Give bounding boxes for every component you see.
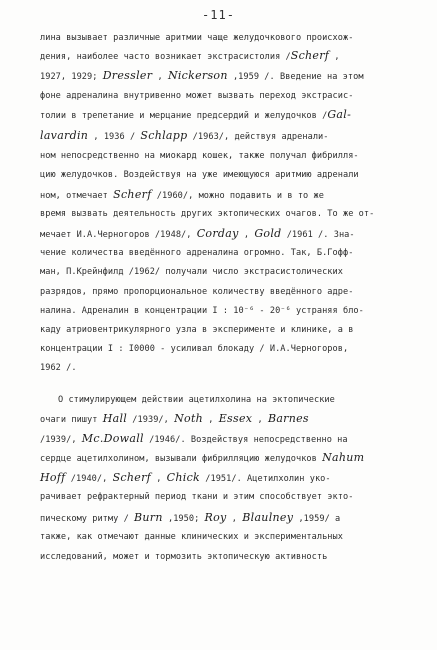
text-line	[40, 362, 77, 374]
typed-text: цию желудочков. Воздействуя на уже имеющуюся аритмию адренали	[40, 170, 359, 180]
typed-text: О стимулирующем действии ацетилхолина на эктопические	[58, 395, 335, 405]
typed-text: разрядов, прямо пропорциональное количеству введённого адре-	[40, 287, 354, 297]
handwritten-name: Noth	[174, 412, 204, 425]
typed-text: /1960/, можно подавить и в то же	[151, 191, 324, 201]
text-line	[58, 394, 335, 406]
text-line	[40, 228, 355, 241]
handwritten-name: Scherf	[290, 49, 330, 62]
text-line	[40, 551, 327, 563]
typed-text: ном непосредственно на миокард кошек, также получал фибрилля-	[40, 151, 359, 161]
handwritten-name: Mc.Dowall	[81, 432, 144, 445]
text-line	[40, 150, 359, 162]
typed-text: ,	[238, 230, 255, 240]
handwritten-name: Gal-	[327, 108, 352, 121]
typed-text: /1963/, действуя адренали-	[187, 132, 329, 142]
typed-text: /1939/,	[40, 435, 82, 445]
handwritten-name: Hall	[102, 412, 128, 425]
text-line	[40, 324, 353, 336]
handwritten-name: Roy	[204, 511, 227, 524]
handwritten-name: Schlapp	[140, 129, 188, 142]
typed-text: 1927, 1929;	[40, 72, 103, 82]
typed-text: налина. Адреналин в концентрации I : 10⁻⁶ - 20⁻⁶ устраняя бло-	[40, 306, 364, 316]
typed-text: /1939/,	[127, 415, 175, 425]
handwritten-name: Chick	[166, 471, 201, 484]
handwritten-name: Barnes	[267, 412, 309, 425]
text-line	[40, 32, 353, 44]
typed-text: /1940/,	[65, 474, 113, 484]
typed-text: толии в трепетание и мерцание предсердий и желудочков /	[40, 111, 328, 121]
typed-text: ,	[329, 52, 340, 62]
text-line	[40, 531, 343, 543]
typed-text: ,1959/ а	[293, 514, 341, 524]
text-line	[40, 286, 353, 298]
typed-text: ,1950;	[162, 514, 205, 524]
text-line	[40, 130, 329, 143]
typed-text: /1951/. Ацетилхолин уко-	[200, 474, 331, 484]
handwritten-name: Burn	[134, 511, 163, 524]
text-line	[40, 433, 348, 446]
handwritten-name: Hoff	[40, 471, 66, 484]
typed-text: мечает И.А.Черногоров /1948/,	[40, 230, 197, 240]
handwritten-name: Nickerson	[167, 69, 228, 82]
typed-text: исследований, может и тормозить эктопическую активность	[40, 552, 328, 562]
text-line	[40, 305, 364, 317]
typed-text: чение количества введённого адреналина огромно. Так, Б.Гофф-	[40, 248, 354, 258]
handwritten-name: Scherf	[112, 471, 151, 484]
typed-text: 1962 /.	[40, 363, 77, 373]
typed-text: ,	[252, 415, 268, 425]
text-line	[40, 189, 324, 202]
text-line	[40, 491, 353, 503]
page-number: -11-	[202, 8, 235, 22]
typed-text: ном, отмечает	[40, 191, 114, 201]
text-line	[40, 50, 340, 63]
text-line	[40, 266, 343, 278]
typed-text: пическому ритму /	[40, 514, 135, 524]
typed-text: /1946/. Воздействуя непосредственно на	[143, 435, 348, 445]
text-line	[40, 343, 348, 355]
typed-text: время вызвать деятельность других эктопических очагов. То же от-	[40, 209, 375, 219]
typed-text: ,	[152, 72, 168, 82]
typed-text: дения, наиболее часто возникает экстрасистолия /	[40, 52, 291, 62]
typed-text: ,	[151, 474, 167, 484]
typed-text: лина вызывает различные аритмии чаще желудочкового происхож-	[40, 33, 354, 43]
typed-text: /1961 /. Зна-	[281, 230, 355, 240]
text-line	[40, 169, 359, 181]
handwritten-name: Dressler	[102, 69, 153, 82]
typed-text: сердце ацетилхолином, вызывали фибрилляцию желудочков	[40, 454, 323, 464]
typed-text: фоне адреналина внутривенно может вызвать переход экстрасис-	[40, 91, 354, 101]
typed-text: также, как отмечают данные клинических и экспериментальных	[40, 532, 343, 542]
typed-text: ,	[226, 514, 243, 524]
handwritten-name: Corday	[196, 227, 239, 240]
handwritten-name: Scherf	[113, 188, 152, 201]
text-line	[40, 90, 353, 102]
text-line	[40, 472, 331, 485]
typed-text: ,1959 /. Введение на этом	[227, 72, 364, 82]
text-line	[40, 70, 364, 83]
text-line	[40, 452, 364, 465]
typed-text: ман, П.Крейнфилд /1962/ получали число экстрасистолических	[40, 267, 343, 277]
handwritten-name: lavardin	[40, 129, 89, 142]
text-line	[40, 208, 374, 220]
typed-text: , 1936 /	[88, 132, 141, 142]
typed-text: концентрации I : I0000 - усиливал блокаду / И.А.Черногоров,	[40, 344, 349, 354]
text-line	[40, 512, 340, 525]
handwritten-name: Nahum	[322, 451, 365, 464]
typed-text: ,	[203, 415, 219, 425]
text-line	[40, 413, 309, 426]
typed-text: рачивает рефрактерный период ткани и этим способствует экто-	[40, 492, 354, 502]
text-line	[40, 109, 351, 122]
handwritten-name: Blaulney	[242, 511, 294, 524]
typed-text: каду атриовентрикулярного узла в эксперименте и клинике, а в	[40, 325, 354, 335]
handwritten-name: Essex	[218, 412, 253, 425]
typed-text: очаги пишут	[40, 415, 103, 425]
handwritten-name: Gold	[254, 227, 282, 240]
text-line	[40, 247, 353, 259]
